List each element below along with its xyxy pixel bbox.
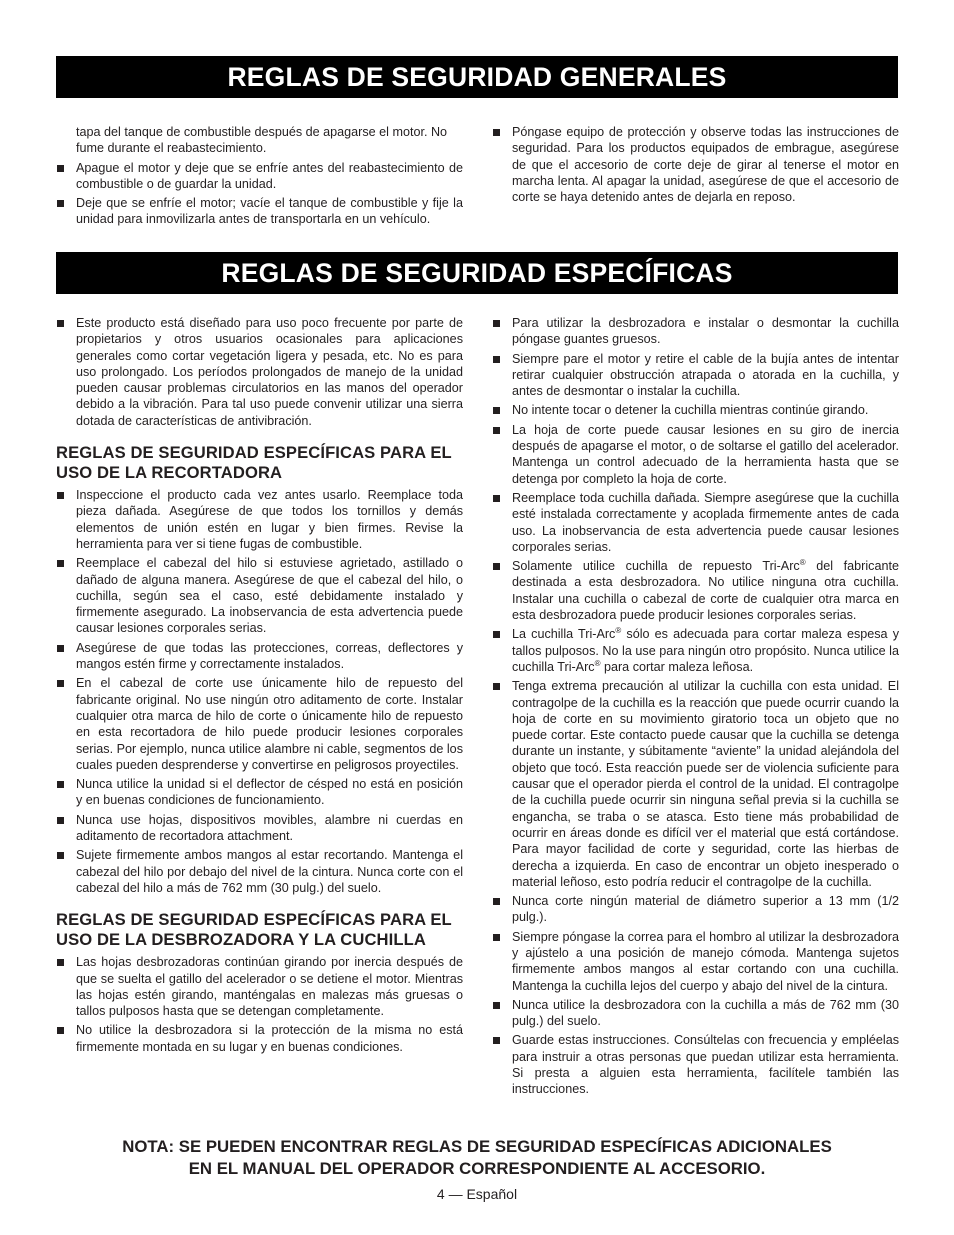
list-item: Reemplace el cabezal del hilo si estuviese agrietado, astillado o dañado de alguna manera. Asegúrese de que el cabezal del hilo, o cuchilla, según sea el caso, esté debidamente instalado y firmemente asegurado. La inobservancia de esta advertencia puede causar lesiones corporales serias. — [56, 555, 463, 636]
list-item: Guarde estas instrucciones. Consúltelas con frecuencia y empléelas para instruir a otras personas que puedan utilizar esta herramienta. Si presta a alguien esta herramienta, facilítele también las instrucciones. — [492, 1032, 899, 1097]
list-item: Solamente utilice cuchilla de repuesto Tri-Arc® del fabricante destinada a esta desbrozadora. No utilice ninguna otra cuchilla. Instalar una cuchilla o cabezal de corte de cualquier otra marca en esta desbrozadora puede producir lesiones corporales serias. — [492, 558, 899, 623]
page-number: 4 — Español — [436, 1186, 518, 1202]
list-item: Nunca corte ningún material de diámetro superior a 13 mm (1/2 pulg.). — [492, 893, 899, 926]
list-item: Nunca utilice la unidad si el deflector de césped no está en posición y en buenas condiciones de funcionamiento. — [56, 776, 463, 809]
list-item: Póngase equipo de protección y observe todas las instrucciones de seguridad. Para los productos equipados de embrague, asegúrese de que el accesorio de corte deje de girar al tenerse el motor en marcha lenta. Al apagar la unidad, asegúrese de que el accesorio de corte se haya detenido antes de dejarla en reposo. — [492, 124, 899, 205]
list-item: Apague el motor y deje que se enfríe antes del reabastecimiento de combustible o de guardar la unidad. — [56, 160, 463, 193]
list-item: Siempre póngase la correa para el hombro al utilizar la desbrozadora y ajústelo a una posición de manejo cómoda. Mantenga sujetos firmemente ambos mangos al estar cortando con una cuchilla. Mantenga la cuchilla lejos del cuerpo y abajo del nivel de la cintura. — [492, 929, 899, 994]
list-item: No utilice la desbrozadora si la protección de la misma no está firmemente montada en su lugar y en buenas condiciones. — [56, 1022, 463, 1055]
note-line: NOTA: SE PUEDEN ENCONTRAR REGLAS DE SEGURIDAD ESPECÍFICAS ADICIONALES — [122, 1137, 832, 1156]
list-item: La hoja de corte puede causar lesiones en su giro de inercia después de apagarse el motor, o de soltarse el gatillo del acelerador. Mantenga un control adecuado de la herramienta hasta que se detenga por completo la hoja de corte. — [492, 422, 899, 487]
list-item: Tenga extrema precaución al utilizar la cuchilla con esta unidad. El contragolpe de la cuchilla es la reacción que puede ocurrir cuando la hoja de corte en su movimiento giratorio toca un objeto que no puede cortar. Este contacto puede causar que la cuchilla se detenga durante un instante, y súbitamente “aviente” la unidad alejándola del objeto que tocó. Esta reacción puede ser de violencia suficiente para causar que el operador pierda el control de la unidad. El contragolpe de la cuchilla puede ocurrir sin ninguna señal previa si la cuchilla se engancha, se traba o se atasca. Esto tiene más probabilidad de ocurrir en áreas donde es difícil ver el material que está cortándose. Para mayor facilidad de corte y seguridad, corte las hierbas de derecha a izquierda. En caso de encontrar un objeto inesperado o material leñoso, esto podría reducir el contragolpe de la cuchilla. — [492, 678, 899, 890]
list-item: Sujete firmemente ambos mangos al estar recortando. Mantenga el cabezal del hilo por debajo del nivel de la cintura. Nunca corte con el cabezal del hilo a más de 762 mm (30 pulg.) del suelo. — [56, 847, 463, 896]
brushcutter-rules-heading: REGLAS DE SEGURIDAD ESPECÍFICAS PARA EL USO DE LA DESBROZADORA Y LA CUCHILLA — [56, 910, 452, 949]
specific-rules-header: REGLAS DE SEGURIDAD ESPECÍFICAS — [56, 252, 898, 294]
list-item: Las hojas desbrozadoras continúan girando por inercia después de que se suelta el gatillo del acelerador o se detiene el motor. Mientras las hojas estén girando, manténgalas en malezas más gruesas o tallos pulposos hasta que se detengan completamente. — [56, 954, 463, 1019]
list-item: Inspeccione el producto cada vez antes usarlo. Reemplace toda pieza dañada. Asegúrese de que todos los tornillos y demás elementos de unión estén en lugar y bien firmes. Revise la herramienta para ver si tiene fugas de combustible. — [56, 487, 463, 552]
list-item: Asegúrese de que todas las protecciones, correas, deflectores y mangos estén firme y correctamente instalados. — [56, 640, 463, 673]
general-left-column — [56, 124, 463, 231]
list-item: Deje que se enfríe el motor; vacíe el tanque de combustible y fije la unidad para inmovilizarla antes de transportarla en un vehículo. — [56, 195, 463, 228]
brushcutter-list-right — [492, 315, 899, 1098]
list-item: La cuchilla Tri-Arc® sólo es adecuada para cortar maleza espesa y tallos pulposos. No la use para ningún otro propósito. Nunca utilice la cuchilla Tri-Arc® para cortar maleza leñosa. — [492, 626, 899, 675]
brushcutter-list-left — [56, 954, 463, 1055]
note-line: EN EL MANUAL DEL OPERADOR CORRESPONDIENTE AL ACCESORIO. — [188, 1158, 766, 1178]
general-rules-header: REGLAS DE SEGURIDAD GENERALES — [56, 56, 898, 98]
list-item: En el cabezal de corte use únicamente hilo de repuesto del fabricante original. No use ningún otro aditamento de corte. Instalar cualquier otra marca de hilo de corte o únicamente hilo de repuesto en esta recortadora de hilo puede producir lesiones corporales serias. Por ejemplo, nunca utilice alambre ni cable, segmentos de los cuales pueden desprenderse y convertirse en peligrosos proyectiles. — [56, 675, 463, 773]
list-item: Siempre pare el motor y retire el cable de la bujía antes de intentar retirar cualquier obstrucción atrapada o atorada en la cuchilla, y antes de desmontar o instalar la cuchilla. — [492, 351, 899, 400]
specific-left-column — [56, 315, 463, 1058]
intro-list — [56, 315, 463, 429]
trimmer-list — [56, 487, 463, 896]
trimmer-rules-heading: REGLAS DE SEGURIDAD ESPECÍFICAS PARA EL USO DE LA RECORTADORA — [56, 443, 452, 482]
general-right-column — [492, 124, 899, 208]
list-item: Este producto está diseñado para uso poco frecuente por parte de propietarios y otros usuarios ocasionales para aplicaciones generales como cortar vegetación ligera y pesada, etc. No es para uso prolongado. Los períodos prolongados de manejo de la unidad pueden causar problemas circulatorios en las manos del operador debido a la vibración. Para tal uso puede convenir utilizar una sierra dotada de características de antivibración. — [56, 315, 463, 429]
additional-rules-note — [56, 1136, 898, 1179]
list-item: Nunca utilice la desbrozadora con la cuchilla a más de 762 mm (30 pulg.) del suelo. — [492, 997, 899, 1030]
specific-right-column — [492, 315, 899, 1101]
list-item: No intente tocar o detener la cuchilla mientras continúe girando. — [492, 402, 899, 418]
general-left-list — [56, 160, 463, 228]
list-item: Para utilizar la desbrozadora e instalar o desmontar la cuchilla póngase guantes gruesos. — [492, 315, 899, 348]
general-right-list — [492, 124, 899, 205]
list-item: Reemplace toda cuchilla dañada. Siempre asegúrese que la cuchilla esté instalada correctamente y acoplada firmemente antes de cada uso. La inobservancia de esta advertencia puede causar lesiones corporales serias. — [492, 490, 899, 555]
continuation-text: tapa del tanque de combustible después de apagarse el motor. No fume durante el reabastecimiento. — [76, 125, 448, 156]
list-item: Nunca use hojas, dispositivos movibles, alambre ni cuerdas en aditamento de recortadora attachment. — [56, 812, 463, 845]
